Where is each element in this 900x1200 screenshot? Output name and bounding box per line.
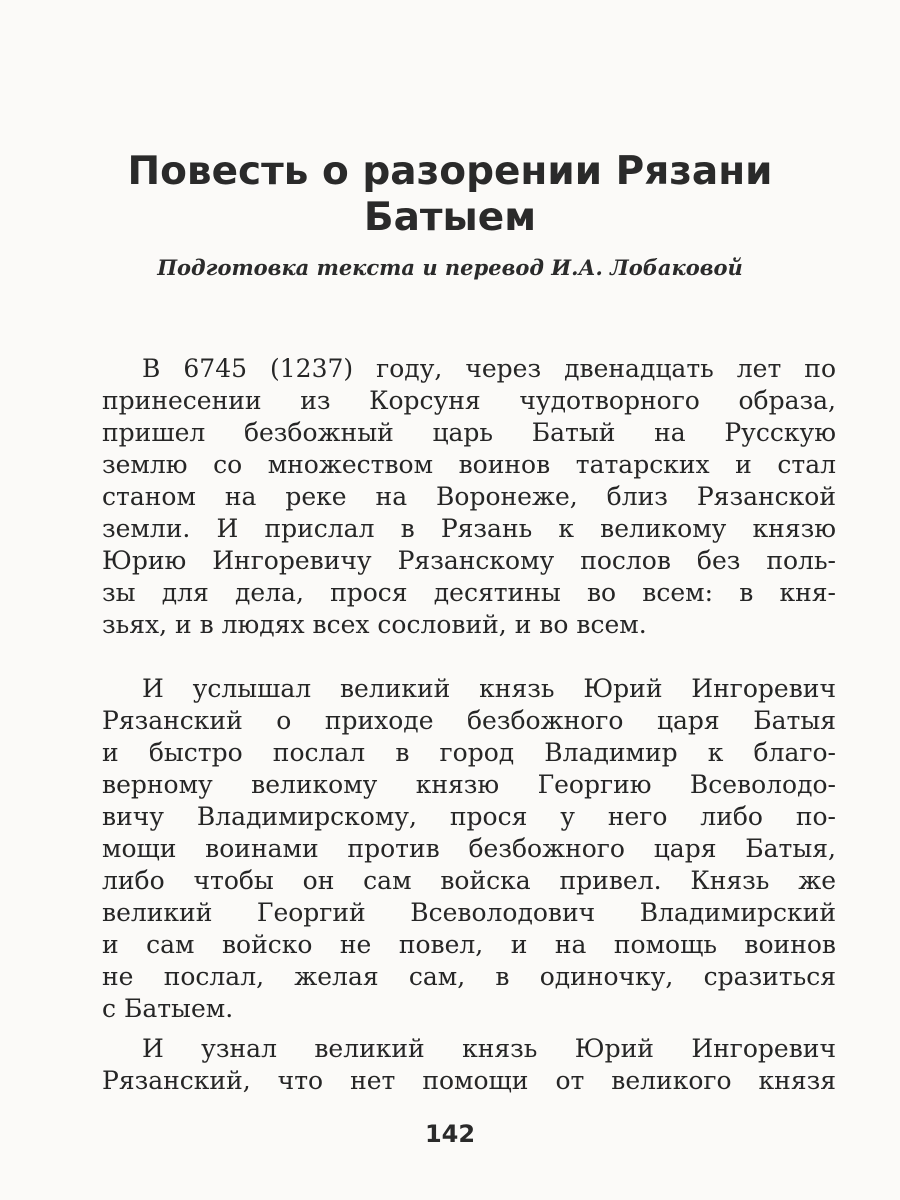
text-line: вичу Владимирскому, прося у него либо по-: [102, 802, 836, 831]
text-line: не послал, желая сам, в одиночку, сразиться: [102, 962, 836, 991]
text-line: земли. И прислал в Рязань к великому князю: [102, 514, 836, 543]
text-line: землю со множеством воинов татарских и стал: [102, 450, 836, 479]
page-number: 142: [424, 1120, 476, 1148]
text-line: великий Георгий Всеволодович Владимирский: [102, 898, 836, 927]
text-line: и быстро послал в город Владимир к благо-: [102, 738, 836, 767]
text-line: либо чтобы он сам войска привел. Князь же: [102, 866, 836, 895]
text-line: мощи воинами против безбожного царя Батыя,: [102, 834, 836, 863]
text-line: зьях, и в людях всех сословий, и во всем.: [102, 610, 647, 639]
subtitle: Подготовка текста и перевод И.А. Лобаковой: [157, 255, 743, 280]
text-line: И услышал великий князь Юрий Ингоревич: [142, 674, 836, 703]
text-line: Рязанский о приходе безбожного царя Батыя: [102, 706, 836, 735]
text-line: принесении из Корсуня чудотворного образа,: [102, 386, 836, 415]
text-line: зы для дела, прося десятины во всем: в кня-: [102, 578, 836, 607]
text-line: с Батыем.: [102, 994, 234, 1023]
text-line: станом на реке на Воронеже, близ Рязанской: [102, 482, 836, 511]
text-line: В 6745 (1237) году, через двенадцать лет по: [142, 354, 836, 383]
text-line: И узнал великий князь Юрий Ингоревич: [142, 1034, 836, 1063]
page-title-line-2: Батыем: [363, 195, 537, 240]
text-line: Рязанский, что нет помощи от великого князя: [102, 1066, 836, 1095]
text-line: пришел безбожный царь Батый на Русскую: [102, 418, 836, 447]
text-line: Юрию Ингоревичу Рязанскому послов без поль-: [102, 546, 836, 575]
text-line: верному великому князю Георгию Всеволодо-: [102, 770, 836, 799]
text-line: и сам войско не повел, и на помощь воинов: [102, 930, 836, 959]
page-title-line-1: Повесть о разорении Рязани: [127, 149, 773, 194]
